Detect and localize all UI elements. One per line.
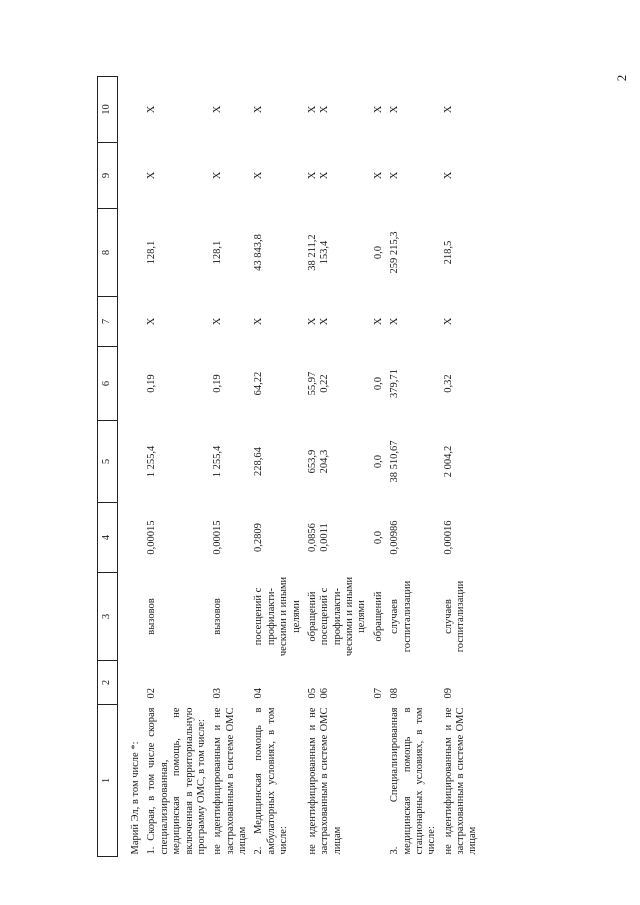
col-header-6: 6: [98, 347, 118, 421]
table-row: [371, 77, 387, 857]
row-value-6: 0,19: [146, 374, 158, 393]
row-value-4: 0,00986: [389, 520, 401, 555]
row-value-5: 38 510,67: [389, 440, 401, 483]
row-value-6: 379,71: [389, 369, 401, 398]
col-header-1: 1: [98, 705, 118, 857]
row-code-pair: [305, 661, 371, 705]
row-value-5: 2 004,2: [442, 445, 454, 478]
row-unit: случаев госпитализации: [389, 580, 413, 653]
row-label: 2. Медицинская помощь в амбулаторных условиях, в том числе:: [253, 707, 290, 855]
value: X: [319, 171, 331, 180]
row-unit: вызовов: [146, 598, 158, 635]
row-value-10: X: [389, 105, 401, 114]
row-code: 07: [372, 688, 384, 699]
row-unit: вызовов: [212, 598, 224, 635]
value: 0,0856: [306, 523, 318, 552]
col-header-9: 9: [98, 143, 118, 209]
row-value-8: 0,0: [372, 245, 384, 260]
value: 204,3: [319, 449, 331, 474]
row-value-9: X: [389, 171, 401, 180]
row-unit: обращений: [306, 591, 318, 642]
col-header-5: 5: [98, 421, 118, 503]
value: 55,97: [306, 371, 318, 396]
row-code: 04: [253, 688, 265, 699]
row-value-7: X: [442, 317, 454, 326]
value: X: [319, 105, 331, 114]
table-row: [305, 77, 371, 857]
row-unit-pair: [305, 573, 371, 661]
row-value-7: X: [146, 317, 158, 326]
value: 38 211,2: [306, 234, 318, 271]
row-value-5: 1 255,4: [212, 445, 224, 478]
row-value-4: [305, 503, 371, 573]
row-code: 09: [442, 688, 454, 699]
row-code: 05: [306, 688, 318, 699]
row-value-10: X: [372, 105, 384, 114]
row-unit: посещений с профилакти-ческими и иными целями: [319, 576, 368, 657]
table-row: [210, 77, 251, 857]
row-value-10: X: [146, 105, 158, 114]
row-value-4: 0,00015: [212, 520, 224, 555]
row-value-9: X: [372, 171, 384, 180]
row-value-4: 0,0: [372, 530, 384, 545]
row-label: 1. Скорая, в том числе скорая специализированная, медицинская помощь, не включенная в территориальную программу ОМС, в том числе:: [146, 707, 207, 855]
row-value-7: X: [372, 317, 384, 326]
row-value-9: X: [212, 171, 224, 180]
col-header-10: 10: [98, 77, 118, 143]
row-value-7: X: [212, 317, 224, 326]
row-value-6: 0,32: [442, 374, 454, 393]
row-label: [371, 705, 387, 857]
row-value-4: 0,2809: [253, 523, 265, 552]
row-value-6: 0,0: [372, 376, 384, 391]
col-header-2: 2: [98, 661, 118, 705]
col-header-3: 3: [98, 573, 118, 661]
row-value-8: 259 215,3: [389, 231, 401, 274]
col-header-4: 4: [98, 503, 118, 573]
row-unit: случаев госпитализации: [442, 580, 466, 653]
value: X: [306, 317, 318, 326]
column-number-row: [98, 77, 118, 857]
col-header-8: 8: [98, 209, 118, 297]
row-value-5: 1 255,4: [146, 445, 158, 478]
row-value-7: [305, 297, 371, 347]
row-value-9: X: [253, 171, 265, 180]
row-unit: обращений: [372, 591, 384, 642]
row-value-5: [305, 421, 371, 503]
row-code: 08: [389, 688, 401, 699]
table-row: [144, 77, 210, 857]
row-value-4: 0,00015: [146, 520, 158, 555]
row-label: не идентифицированным и не застрахованным в системе ОМС лицам: [212, 707, 248, 855]
row-value-10: X: [253, 105, 265, 114]
table-row: [387, 77, 441, 857]
row-value-5: 0,0: [372, 454, 384, 469]
row-value-10: X: [212, 105, 224, 114]
value: X: [319, 317, 331, 326]
table-row: [128, 77, 144, 857]
row-value-6: 64,22: [253, 371, 265, 396]
medical-care-table: [97, 76, 482, 857]
row-value-6: [305, 347, 371, 421]
col-header-7: 7: [98, 297, 118, 347]
row-label: 3. Специализированная медицинская помощь в стационарных условиях, в том числе:: [389, 707, 438, 855]
row-code: 02: [146, 688, 158, 699]
value: 0,22: [319, 374, 331, 393]
value: 653,9: [306, 449, 318, 474]
value: 153,4: [319, 240, 331, 265]
row-label: не идентифицированным и не застрахованным в системе ОМС лицам: [306, 707, 343, 855]
row-value-8: 43 843,8: [253, 234, 265, 271]
row-value-5: 228,64: [253, 447, 265, 476]
row-value-8: [305, 209, 371, 297]
rotated-table-container: [97, 77, 597, 857]
row-value-8: 128,1: [212, 240, 224, 265]
row-value-7: X: [389, 317, 401, 326]
region-header: Марий Эл, в том числе *:: [130, 741, 141, 855]
row-value-9: X: [442, 171, 454, 180]
row-value-7: X: [253, 317, 265, 326]
row-unit: посещений с профилакти-ческими и иными целями: [253, 576, 302, 657]
row-value-6: 0,19: [212, 374, 224, 393]
row-value-10: X: [442, 105, 454, 114]
value: X: [306, 171, 318, 180]
row-value-8: 128,1: [146, 240, 158, 265]
row-code: 03: [212, 688, 224, 699]
table-row: [441, 77, 482, 857]
page-number: 2: [614, 74, 629, 82]
row-label: не идентифицированным и не застрахованным в системе ОМС лицам: [442, 707, 479, 855]
row-value-9: X: [146, 171, 158, 180]
row-code: 06: [319, 688, 331, 699]
value: X: [306, 105, 318, 114]
row-value-4: 0,00016: [442, 520, 454, 555]
row-value-8: 218,5: [442, 240, 454, 265]
row-value-9: [305, 143, 371, 209]
table-row: [251, 77, 305, 857]
value: 0,0011: [319, 523, 331, 552]
row-value-10: [305, 77, 371, 143]
